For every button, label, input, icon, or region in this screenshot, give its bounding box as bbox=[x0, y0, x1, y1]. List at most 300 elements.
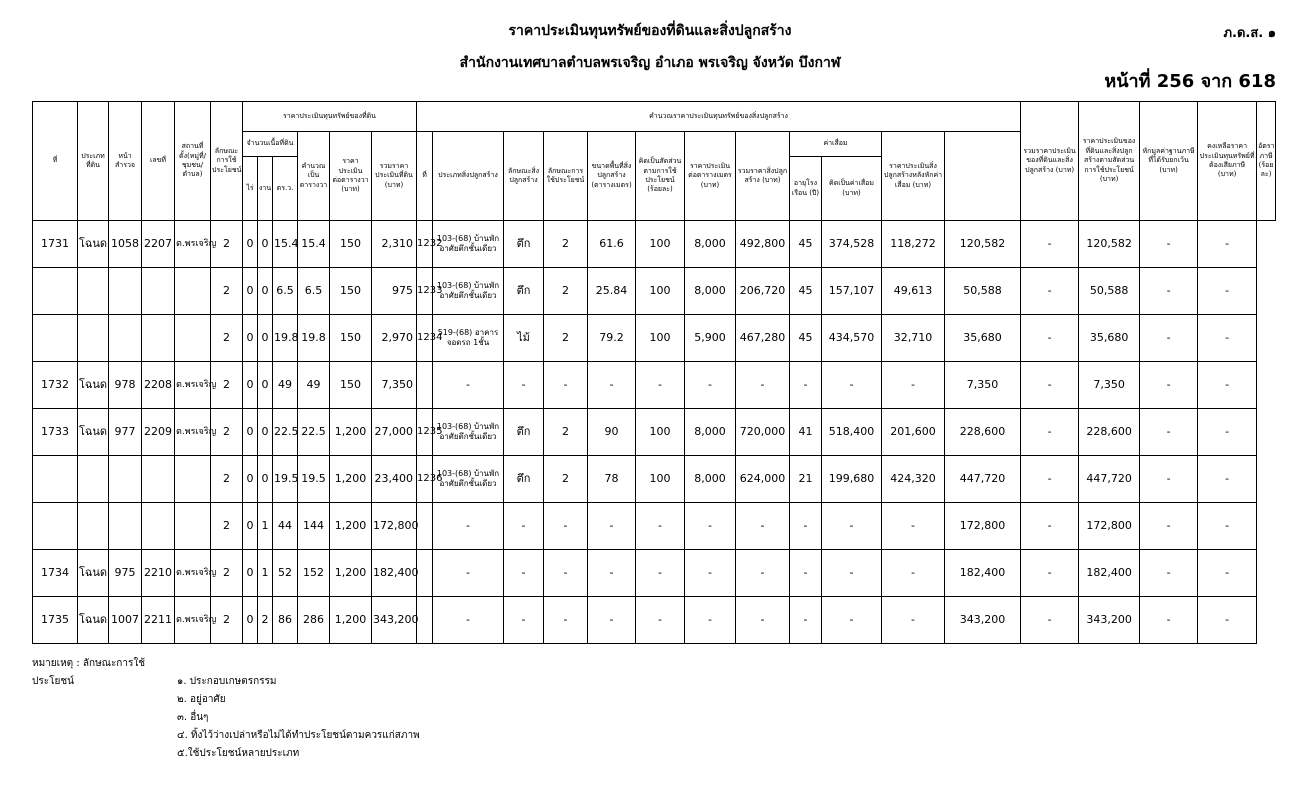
cell-location bbox=[175, 268, 211, 315]
cell-usage: 2 bbox=[211, 409, 243, 456]
cell-building-after-depreciation: - bbox=[882, 503, 945, 550]
cell-price-per-sqm: 5,900 bbox=[685, 315, 736, 362]
col-land-type: ประเภทที่ดิน bbox=[78, 102, 109, 221]
cell-land-type: โฉนด bbox=[78, 550, 109, 597]
col-group-depreciation: ค่าเสื่อม bbox=[790, 132, 882, 157]
cell-deduction: 182,400 bbox=[1079, 550, 1140, 597]
page-info: หน้าที่ 256 จาก 618 bbox=[1104, 71, 1276, 92]
cell-price-per-sqm: - bbox=[685, 550, 736, 597]
cell-building-no bbox=[417, 503, 433, 550]
col-building-total: รวมราคาสิ่งปลูกสร้าง (บาท) bbox=[736, 132, 790, 221]
table-body bbox=[33, 221, 1276, 644]
cell-deduction: 447,720 bbox=[1079, 456, 1140, 503]
cell-rai: 0 bbox=[243, 597, 258, 644]
cell-land-no: 2211 bbox=[142, 597, 175, 644]
col-usage: ลักษณะการใช้ประโยชน์ bbox=[211, 102, 243, 221]
cell-survey: 978 bbox=[109, 362, 142, 409]
cell-proportional: - bbox=[1021, 503, 1079, 550]
notes-label: หมายเหตุ : ลักษณะการใช้ประโยชน์ bbox=[32, 658, 146, 687]
col-price-per-sqm: ราคาประเมินต่อตารางเมตร (บาท) bbox=[685, 132, 736, 221]
cell-land-type bbox=[78, 315, 109, 362]
col-group-building: คำนวณราคาประเมินทุนทรัพย์ของสิ่งปลูกสร้าง bbox=[417, 102, 1021, 132]
cell-depreciation-value: - bbox=[822, 362, 882, 409]
cell-usage-percent: 100 bbox=[636, 221, 685, 268]
cell-tax-rate: - bbox=[1198, 221, 1257, 268]
cell-price-per-wa: 1,200 bbox=[330, 503, 372, 550]
cell-price-per-wa: 1,200 bbox=[330, 597, 372, 644]
cell-land-type bbox=[78, 456, 109, 503]
cell-location bbox=[175, 315, 211, 362]
note-item: ๓. อื่นๆ bbox=[177, 712, 209, 723]
cell-ngan: 2 bbox=[258, 597, 273, 644]
cell-remaining: - bbox=[1140, 268, 1198, 315]
table-row bbox=[33, 550, 1276, 597]
col-ngan: งาน bbox=[258, 157, 273, 221]
cell-land-type bbox=[78, 268, 109, 315]
cell-rai: 0 bbox=[243, 315, 258, 362]
cell-usage: 2 bbox=[211, 315, 243, 362]
col-price-per-wa: ราคาประเมินต่อตารางวา (บาท) bbox=[330, 132, 372, 221]
cell-building-type: - bbox=[433, 503, 504, 550]
cell-rai: 0 bbox=[243, 409, 258, 456]
cell-sum-total: 35,680 bbox=[945, 315, 1021, 362]
cell-proportional: - bbox=[1021, 221, 1079, 268]
cell-building-area: 25.84 bbox=[588, 268, 636, 315]
cell-sqwa: 144 bbox=[298, 503, 330, 550]
cell-depreciation-value: - bbox=[822, 503, 882, 550]
cell-age: 41 bbox=[790, 409, 822, 456]
cell-building-usage: 2 bbox=[544, 268, 588, 315]
cell-no bbox=[33, 315, 78, 362]
cell-wa: 44 bbox=[273, 503, 298, 550]
note-line bbox=[32, 655, 420, 691]
cell-building-type: 103-(68) บ้านพักอาศัยตึกชั้นเดียว bbox=[433, 409, 504, 456]
cell-price-per-wa: 150 bbox=[330, 315, 372, 362]
cell-no: 1734 bbox=[33, 550, 78, 597]
cell-sqwa: 152 bbox=[298, 550, 330, 597]
cell-building-total: - bbox=[736, 362, 790, 409]
cell-building-total: 206,720 bbox=[736, 268, 790, 315]
table-row bbox=[33, 221, 1276, 268]
note-item: ๑. ประกอบเกษตรกรรม bbox=[177, 676, 277, 687]
cell-price-per-sqm: 8,000 bbox=[685, 456, 736, 503]
cell-land-total: 2,970 bbox=[372, 315, 417, 362]
cell-price-per-wa: 150 bbox=[330, 268, 372, 315]
cell-age: - bbox=[790, 550, 822, 597]
col-depreciation-value: คิดเป็นค่าเสื่อม (บาท) bbox=[822, 157, 882, 221]
cell-tax-rate: - bbox=[1198, 268, 1257, 315]
cell-land-type bbox=[78, 503, 109, 550]
cell-building-area: 61.6 bbox=[588, 221, 636, 268]
cell-land-total: 343,200 bbox=[372, 597, 417, 644]
cell-price-per-sqm: - bbox=[685, 597, 736, 644]
table-row bbox=[33, 409, 1276, 456]
cell-building-no bbox=[417, 597, 433, 644]
cell-usage-percent: 100 bbox=[636, 456, 685, 503]
cell-building-total: 492,800 bbox=[736, 221, 790, 268]
cell-usage-percent: - bbox=[636, 362, 685, 409]
cell-rai: 0 bbox=[243, 503, 258, 550]
cell-tax-rate: - bbox=[1198, 550, 1257, 597]
table-row bbox=[33, 315, 1276, 362]
cell-building-total: - bbox=[736, 503, 790, 550]
cell-land-no bbox=[142, 315, 175, 362]
cell-depreciation-value: - bbox=[822, 550, 882, 597]
table-row bbox=[33, 597, 1276, 644]
cell-tax-rate: - bbox=[1198, 503, 1257, 550]
cell-tax-rate: - bbox=[1198, 597, 1257, 644]
cell-no bbox=[33, 456, 78, 503]
cell-wa: 52 bbox=[273, 550, 298, 597]
table-row bbox=[33, 503, 1276, 550]
form-code: ภ.ด.ส. ๑ bbox=[1223, 26, 1276, 41]
cell-proportional: - bbox=[1021, 315, 1079, 362]
cell-age: 21 bbox=[790, 456, 822, 503]
cell-building-character: - bbox=[504, 503, 544, 550]
cell-location: ต.พรเจริญ bbox=[175, 597, 211, 644]
cell-usage-percent: - bbox=[636, 503, 685, 550]
cell-usage: 2 bbox=[211, 456, 243, 503]
cell-land-no: 2207 bbox=[142, 221, 175, 268]
cell-location bbox=[175, 503, 211, 550]
cell-land-no: 2208 bbox=[142, 362, 175, 409]
cell-deduction: 172,800 bbox=[1079, 503, 1140, 550]
cell-land-total: 23,400 bbox=[372, 456, 417, 503]
note-item: ๒. อยู่อาศัย bbox=[177, 694, 226, 705]
cell-sum-total: 50,588 bbox=[945, 268, 1021, 315]
cell-ngan: 0 bbox=[258, 409, 273, 456]
cell-building-no: 1232 bbox=[417, 221, 433, 268]
usage-notes bbox=[32, 655, 420, 763]
cell-sqwa: 6.5 bbox=[298, 268, 330, 315]
cell-usage-percent: - bbox=[636, 550, 685, 597]
cell-proportional: - bbox=[1021, 456, 1079, 503]
assessment-table bbox=[32, 101, 1276, 644]
cell-proportional: - bbox=[1021, 409, 1079, 456]
cell-remaining: - bbox=[1140, 550, 1198, 597]
cell-ngan: 1 bbox=[258, 550, 273, 597]
cell-building-usage: 2 bbox=[544, 315, 588, 362]
cell-proportional: - bbox=[1021, 550, 1079, 597]
cell-location bbox=[175, 456, 211, 503]
cell-price-per-wa: 1,200 bbox=[330, 456, 372, 503]
col-building-after-depreciation: ราคาประเมินสิ่งปลูกสร้างหลังหักค่าเสื่อม (บาท) bbox=[882, 132, 945, 221]
cell-price-per-sqm: 8,000 bbox=[685, 409, 736, 456]
cell-remaining: - bbox=[1140, 315, 1198, 362]
cell-age: 45 bbox=[790, 315, 822, 362]
cell-building-after-depreciation: 32,710 bbox=[882, 315, 945, 362]
cell-building-area: - bbox=[588, 362, 636, 409]
cell-land-total: 2,310 bbox=[372, 221, 417, 268]
cell-deduction: 120,582 bbox=[1079, 221, 1140, 268]
cell-survey: 975 bbox=[109, 550, 142, 597]
cell-depreciation-value: 434,570 bbox=[822, 315, 882, 362]
cell-remaining: - bbox=[1140, 221, 1198, 268]
cell-survey bbox=[109, 456, 142, 503]
cell-usage: 2 bbox=[211, 550, 243, 597]
cell-sqwa: 286 bbox=[298, 597, 330, 644]
cell-age: - bbox=[790, 597, 822, 644]
table-row bbox=[33, 362, 1276, 409]
cell-proportional: - bbox=[1021, 268, 1079, 315]
cell-deduction: 35,680 bbox=[1079, 315, 1140, 362]
cell-sum-total: 7,350 bbox=[945, 362, 1021, 409]
cell-building-no bbox=[417, 362, 433, 409]
cell-price-per-wa: 150 bbox=[330, 362, 372, 409]
cell-building-area: - bbox=[588, 503, 636, 550]
cell-land-type: โฉนด bbox=[78, 597, 109, 644]
cell-price-per-sqm: 8,000 bbox=[685, 221, 736, 268]
cell-building-area: - bbox=[588, 550, 636, 597]
cell-sum-total: 228,600 bbox=[945, 409, 1021, 456]
col-no: ที่ bbox=[33, 102, 78, 221]
cell-price-per-sqm: - bbox=[685, 362, 736, 409]
cell-building-area: 79.2 bbox=[588, 315, 636, 362]
cell-rai: 0 bbox=[243, 456, 258, 503]
cell-ngan: 0 bbox=[258, 362, 273, 409]
cell-usage: 2 bbox=[211, 597, 243, 644]
cell-no: 1733 bbox=[33, 409, 78, 456]
col-sqwa: คำนวณเป็นตารางวา bbox=[298, 132, 330, 221]
cell-building-total: 624,000 bbox=[736, 456, 790, 503]
cell-building-type: 519-(68) อาคารจอดรถ 1ชั้น bbox=[433, 315, 504, 362]
cell-tax-rate: - bbox=[1198, 456, 1257, 503]
cell-price-per-wa: 1,200 bbox=[330, 550, 372, 597]
cell-usage: 2 bbox=[211, 362, 243, 409]
cell-building-after-depreciation: 49,613 bbox=[882, 268, 945, 315]
cell-building-area: - bbox=[588, 597, 636, 644]
cell-wa: 15.4 bbox=[273, 221, 298, 268]
cell-land-total: 172,800 bbox=[372, 503, 417, 550]
cell-building-area: 78 bbox=[588, 456, 636, 503]
cell-remaining: - bbox=[1140, 362, 1198, 409]
cell-usage: 2 bbox=[211, 503, 243, 550]
col-group-area: จำนวนเนื้อที่ดิน bbox=[243, 132, 298, 157]
table-row bbox=[33, 456, 1276, 503]
cell-ngan: 0 bbox=[258, 456, 273, 503]
cell-survey: 1058 bbox=[109, 221, 142, 268]
cell-land-type: โฉนด bbox=[78, 409, 109, 456]
cell-sqwa: 19.8 bbox=[298, 315, 330, 362]
cell-building-after-depreciation: 424,320 bbox=[882, 456, 945, 503]
cell-no bbox=[33, 268, 78, 315]
cell-sum-total: 447,720 bbox=[945, 456, 1021, 503]
note-item: ๔. ทิ้งไว้ว่างเปล่าหรือไม่ได้ทำประโยชน์ตามควรแก่สภาพ bbox=[177, 730, 420, 741]
cell-price-per-wa: 1,200 bbox=[330, 409, 372, 456]
cell-building-usage: 2 bbox=[544, 456, 588, 503]
cell-sqwa: 22.5 bbox=[298, 409, 330, 456]
table-row bbox=[33, 268, 1276, 315]
cell-usage-percent: 100 bbox=[636, 409, 685, 456]
cell-building-area: 90 bbox=[588, 409, 636, 456]
cell-sqwa: 19.5 bbox=[298, 456, 330, 503]
cell-land-type: โฉนด bbox=[78, 362, 109, 409]
cell-ngan: 0 bbox=[258, 221, 273, 268]
cell-building-character: ตึก bbox=[504, 456, 544, 503]
cell-building-character: ตึก bbox=[504, 268, 544, 315]
cell-sqwa: 49 bbox=[298, 362, 330, 409]
cell-remaining: - bbox=[1140, 503, 1198, 550]
cell-usage-percent: 100 bbox=[636, 315, 685, 362]
cell-tax-rate: - bbox=[1198, 362, 1257, 409]
cell-rai: 0 bbox=[243, 550, 258, 597]
cell-price-per-sqm: - bbox=[685, 503, 736, 550]
col-rai: ไร่ bbox=[243, 157, 258, 221]
cell-building-no bbox=[417, 550, 433, 597]
cell-land-no bbox=[142, 503, 175, 550]
col-location: สถานที่ตั้ง(หมู่ที่/ชุมชน/ตำบล) bbox=[175, 102, 211, 221]
cell-sqwa: 15.4 bbox=[298, 221, 330, 268]
col-building-area: ขนาดพื้นที่สิ่งปลูกสร้าง (ตารางเมตร) bbox=[588, 132, 636, 221]
cell-building-no: 1234 bbox=[417, 315, 433, 362]
cell-survey bbox=[109, 315, 142, 362]
cell-land-no bbox=[142, 268, 175, 315]
cell-rai: 0 bbox=[243, 221, 258, 268]
cell-ngan: 0 bbox=[258, 268, 273, 315]
cell-building-usage: 2 bbox=[544, 221, 588, 268]
cell-building-total: 467,280 bbox=[736, 315, 790, 362]
cell-building-total: - bbox=[736, 597, 790, 644]
cell-ngan: 0 bbox=[258, 315, 273, 362]
cell-no: 1735 bbox=[33, 597, 78, 644]
cell-land-total: 7,350 bbox=[372, 362, 417, 409]
cell-building-after-depreciation: - bbox=[882, 550, 945, 597]
cell-age: - bbox=[790, 362, 822, 409]
cell-building-type: - bbox=[433, 362, 504, 409]
col-building-type: ประเภทสิ่งปลูกสร้าง bbox=[433, 132, 504, 221]
col-age: อายุโรงเรือน (ปี) bbox=[790, 157, 822, 221]
col-sum-total: รวมราคาประเมินของที่ดินและสิ่งปลูกสร้าง (บาท) bbox=[1021, 102, 1079, 221]
cell-building-after-depreciation: 201,600 bbox=[882, 409, 945, 456]
cell-remaining: - bbox=[1140, 409, 1198, 456]
cell-tax-rate: - bbox=[1198, 315, 1257, 362]
cell-building-usage: 2 bbox=[544, 409, 588, 456]
col-group-land: ราคาประเมินทุนทรัพย์ของที่ดิน bbox=[243, 102, 417, 132]
cell-land-type: โฉนด bbox=[78, 221, 109, 268]
col-tax-rate: อัตราภาษี (ร้อยละ) bbox=[1257, 102, 1276, 221]
cell-deduction: 7,350 bbox=[1079, 362, 1140, 409]
cell-deduction: 343,200 bbox=[1079, 597, 1140, 644]
cell-building-type: - bbox=[433, 597, 504, 644]
cell-no: 1732 bbox=[33, 362, 78, 409]
cell-rai: 0 bbox=[243, 362, 258, 409]
cell-building-usage: - bbox=[544, 597, 588, 644]
cell-proportional: - bbox=[1021, 362, 1079, 409]
col-building-usage: ลักษณะการใช้ประโยชน์ bbox=[544, 132, 588, 221]
cell-building-character: ตึก bbox=[504, 221, 544, 268]
cell-remaining: - bbox=[1140, 456, 1198, 503]
col-land-no: เลขที่ bbox=[142, 102, 175, 221]
cell-building-usage: - bbox=[544, 362, 588, 409]
cell-no: 1731 bbox=[33, 221, 78, 268]
cell-building-after-depreciation: - bbox=[882, 597, 945, 644]
col-wa: ตร.ว. bbox=[273, 157, 298, 221]
cell-age: 45 bbox=[790, 221, 822, 268]
col-land-total: รวมราคาประเมินที่ดิน (บาท) bbox=[372, 132, 417, 221]
cell-land-no bbox=[142, 456, 175, 503]
cell-ngan: 1 bbox=[258, 503, 273, 550]
cell-depreciation-value: 157,107 bbox=[822, 268, 882, 315]
cell-location: ต.พรเจริญ bbox=[175, 221, 211, 268]
cell-building-after-depreciation: 118,272 bbox=[882, 221, 945, 268]
cell-survey: 977 bbox=[109, 409, 142, 456]
cell-wa: 49 bbox=[273, 362, 298, 409]
cell-wa: 86 bbox=[273, 597, 298, 644]
cell-land-total: 182,400 bbox=[372, 550, 417, 597]
cell-land-no: 2210 bbox=[142, 550, 175, 597]
cell-building-character: - bbox=[504, 362, 544, 409]
page-subtitle: สำนักงานเทศบาลตำบลพรเจริญ อำเภอ พรเจริญ จังหวัด บึงกาฬ bbox=[459, 55, 841, 71]
cell-usage: 2 bbox=[211, 268, 243, 315]
col-building-character: ลักษณะสิ่งปลูกสร้าง bbox=[504, 132, 544, 221]
cell-building-type: 103-(68) บ้านพักอาศัยตึกชั้นเดียว bbox=[433, 456, 504, 503]
page-title: ราคาประเมินทุนทรัพย์ของที่ดินและสิ่งปลูกสร้าง bbox=[508, 23, 792, 39]
cell-survey bbox=[109, 268, 142, 315]
cell-depreciation-value: 199,680 bbox=[822, 456, 882, 503]
cell-building-type: 103-(68) บ้านพักอาศัยตึกชั้นเดียว bbox=[433, 221, 504, 268]
col-proportional: ราคาประเมินของที่ดินและสิ่งปลูกสร้างตามสัดส่วนการใช้ประโยชน์ (บาท) bbox=[1079, 102, 1140, 221]
cell-usage-percent: 100 bbox=[636, 268, 685, 315]
cell-building-total: - bbox=[736, 550, 790, 597]
cell-building-type: 103-(68) บ้านพักอาศัยตึกชั้นเดียว bbox=[433, 268, 504, 315]
cell-land-total: 975 bbox=[372, 268, 417, 315]
cell-wa: 22.5 bbox=[273, 409, 298, 456]
col-deduction: หักมูลค่าฐานภาษีที่ได้รับยกเว้น (บาท) bbox=[1140, 102, 1198, 221]
cell-building-usage: - bbox=[544, 503, 588, 550]
cell-building-total: 720,000 bbox=[736, 409, 790, 456]
cell-wa: 6.5 bbox=[273, 268, 298, 315]
cell-building-character: ตึก bbox=[504, 409, 544, 456]
cell-deduction: 228,600 bbox=[1079, 409, 1140, 456]
cell-survey: 1007 bbox=[109, 597, 142, 644]
cell-wa: 19.5 bbox=[273, 456, 298, 503]
cell-building-no: 1235 bbox=[417, 409, 433, 456]
cell-sum-total: 120,582 bbox=[945, 221, 1021, 268]
cell-deduction: 50,588 bbox=[1079, 268, 1140, 315]
cell-building-after-depreciation: - bbox=[882, 362, 945, 409]
cell-usage: 2 bbox=[211, 221, 243, 268]
cell-building-character: - bbox=[504, 550, 544, 597]
cell-remaining: - bbox=[1140, 597, 1198, 644]
col-survey: หน้าสำรวจ bbox=[109, 102, 142, 221]
col-building-no: ที่ bbox=[417, 132, 433, 221]
note-item: ๕.ใช้ประโยชน์หลายประเภท bbox=[177, 748, 300, 759]
cell-building-no: 1236 bbox=[417, 456, 433, 503]
cell-location: ต.พรเจริญ bbox=[175, 362, 211, 409]
cell-age: 45 bbox=[790, 268, 822, 315]
cell-depreciation-value: 374,528 bbox=[822, 221, 882, 268]
cell-rai: 0 bbox=[243, 268, 258, 315]
cell-sum-total: 172,800 bbox=[945, 503, 1021, 550]
cell-building-no: 1233 bbox=[417, 268, 433, 315]
cell-building-type: - bbox=[433, 550, 504, 597]
cell-sum-total: 182,400 bbox=[945, 550, 1021, 597]
cell-location: ต.พรเจริญ bbox=[175, 550, 211, 597]
cell-building-character: - bbox=[504, 597, 544, 644]
cell-tax-rate: - bbox=[1198, 409, 1257, 456]
cell-age: - bbox=[790, 503, 822, 550]
cell-building-usage: - bbox=[544, 550, 588, 597]
cell-sum-total: 343,200 bbox=[945, 597, 1021, 644]
col-usage-percent: คิดเป็นสัดส่วนตามการใช้ประโยชน์ (ร้อยละ) bbox=[636, 132, 685, 221]
cell-survey bbox=[109, 503, 142, 550]
cell-price-per-sqm: 8,000 bbox=[685, 268, 736, 315]
cell-no bbox=[33, 503, 78, 550]
cell-depreciation-value: - bbox=[822, 597, 882, 644]
cell-depreciation-value: 518,400 bbox=[822, 409, 882, 456]
cell-wa: 19.8 bbox=[273, 315, 298, 362]
cell-usage-percent: - bbox=[636, 597, 685, 644]
